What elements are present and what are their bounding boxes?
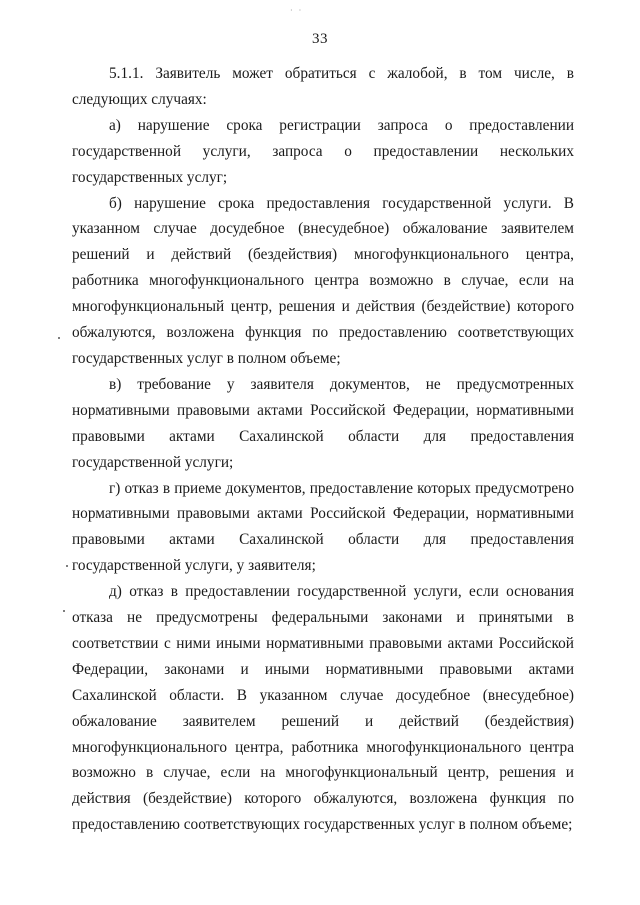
paragraph-item-b: б) нарушение срока предоставления государственной услуги. В указанном случае досудебное (внесудебное) обжалование заявителем решений и действий (бездействия) многофункционального центра, работника многофункционального центра возможно в случае, если на многофункциональный центр, решения и действия (бездействие) которого обжалуются, возложена функция по предоставлению соответствующих государственных услуг в полном объеме; [72,194,574,367]
paragraph-intro: 5.1.1. Заявитель может обратиться с жалобой, в том числе, в следующих случаях: [72,65,574,108]
paragraph-item-a: а) нарушение срока регистрации запроса о предоставлении государственной услуги, запроса о предоставлении нескольких государственных услуг; [72,116,574,186]
scan-speck [66,565,68,567]
paragraph-item-g: г) отказ в приеме документов, предоставление которых предусмотрено нормативными правовыми актами Российской Федерации, нормативными правовыми актами Сахалинской области для предоставления государственной услуги, у заявителя; [72,479,574,575]
scan-speck [58,337,60,339]
paragraph-item-d: д) отказ в предоставлении государственной услуги, если основания отказа не предусмотрены федеральными законами и принятыми в соответствии с ними иными нормативными правовыми актами Российской Федерации, законами и иными нормативными правовыми актами Сахалинской области. В указанном случае досудебное (внесудебное) обжалование заявителем решений и действий (бездействия) многофункционального центра, работника многофункционального центра возможно в случае, если на многофункциональный центр, решения и действия (бездействие) которого обжалуются, возложена функция по предоставлению соответствующих государственных услуг в полном объеме; [72,583,574,834]
scan-speck [63,610,65,612]
paragraph-item-v: в) требование у заявителя документов, не предусмотренных нормативными правовыми актами Российской Федерации, нормативными правовыми актами Сахалинской области для предоставления государственной услуги; [72,375,574,471]
scan-marks: · · [290,6,304,15]
document-body [72,61,574,838]
page-number: 33 [312,31,328,47]
